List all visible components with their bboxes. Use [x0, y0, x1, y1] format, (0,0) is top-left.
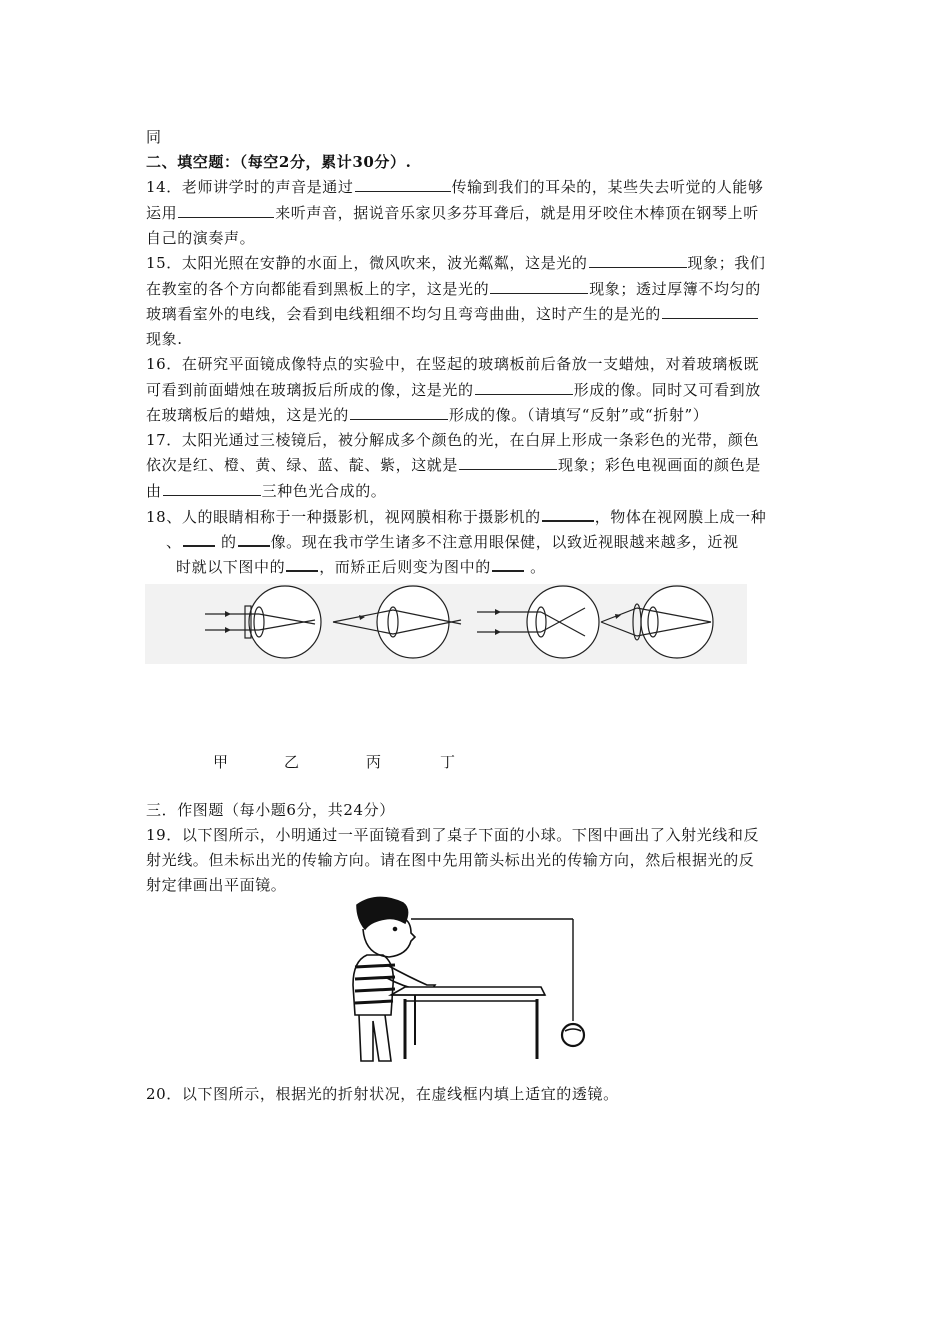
answer-blank[interactable]	[490, 279, 588, 294]
answer-blank[interactable]	[350, 405, 448, 420]
q14-line2: 运用 来听声音，据说音乐家贝多芬耳聋后，就是用牙咬住木棒顶在钢琴上听	[146, 204, 759, 222]
q15-line1: 15．太阳光照在安静的水面上，微风吹来，波光粼粼，这是光的 现象；我们	[146, 254, 766, 272]
boy-table-ball-icon	[345, 895, 590, 1065]
caption-bing: 丙	[366, 753, 382, 771]
answer-blank[interactable]	[286, 556, 318, 572]
section-title-drawing: 三．作图题（每小题6分，共24分）	[146, 801, 395, 819]
answer-blank[interactable]	[238, 531, 270, 547]
caption-jia: 甲	[213, 753, 229, 771]
caption-ding: 丁	[440, 753, 456, 771]
answer-blank[interactable]	[589, 253, 687, 268]
q17-line1: 17．太阳光通过三棱镜后，被分解成多个颜色的光，在白屏上形成一条彩色的光带，颜色	[146, 431, 760, 449]
q18-line1: 18、人的眼睛相称于一种摄影机，视网膜相称于摄影机的 ，物体在视网膜上成一种	[146, 508, 767, 526]
text-fragment: 同	[146, 128, 162, 146]
q15-line2: 在教室的各个方向都能看到黑板上的字，这是光的 现象；透过厚簿不均匀的	[146, 280, 761, 298]
q17-line3: 由 三种色光合成的。	[146, 482, 387, 500]
q20-line1: 20．以下图所示，根据光的折射状况，在虚线框内填上适宜的透镜。	[146, 1085, 619, 1103]
q14-line1: 14．老师讲学时的声音是通过 传输到我们的耳朵的，某些失去听觉的人能够	[146, 178, 764, 196]
answer-blank[interactable]	[662, 304, 758, 319]
q19-line1: 19．以下图所示，小明通过一平面镜看到了桌子下面的小球。下图中画出了入射光线和反	[146, 826, 760, 844]
answer-blank[interactable]	[459, 455, 557, 470]
q19-line3: 射定律画出平面镜。	[146, 876, 287, 894]
answer-blank[interactable]	[492, 556, 524, 572]
q16-line1: 16．在研究平面镜成像特点的实验中，在竖起的玻璃板前后备放一支蜡烛，对着玻璃板既	[146, 355, 760, 373]
answer-blank[interactable]	[542, 506, 594, 522]
q18-line2: 、 的 像。现在我市学生诸多不注意用眼保健，以致近视眼越来越多，近视	[166, 533, 739, 551]
answer-blank[interactable]	[183, 531, 215, 547]
q16-line2: 可看到前面蜡烛在玻璃扳后所成的像，这是光的 形成的像。同时又可看到放	[146, 381, 761, 399]
answer-blank[interactable]	[475, 380, 573, 395]
q19-line2: 射光线。但未标出光的传输方向。请在图中先用箭头标出光的传输方向，然后根据光的反	[146, 851, 755, 869]
q15-line4: 现象.	[146, 330, 183, 348]
caption-yi: 乙	[284, 753, 300, 771]
answer-blank[interactable]	[178, 203, 274, 218]
q14-line3: 自己的演奏声。	[146, 229, 256, 247]
section-title-fill-blank: 二、填空题：（每空2分，累计30分）.	[146, 153, 412, 171]
eye-diagram-icon	[145, 584, 747, 664]
answer-blank[interactable]	[355, 177, 451, 192]
answer-blank[interactable]	[163, 481, 261, 496]
q15-line3: 玻璃看室外的电线，会看到电线粗细不均匀且弯弯曲曲，这时产生的是光的	[146, 304, 759, 324]
q17-line2: 依次是红、橙、黄、绿、蓝、靛、紫，这就是 现象；彩色电视画面的颜色是	[146, 456, 761, 474]
q18-line3: 时就以下图中的 ，而矫正后则变为图中的 。	[176, 558, 546, 576]
q16-line3: 在玻璃板后的蜡烛，这是光的 形成的像。（请填写“反射”或“折射”）	[146, 406, 709, 424]
